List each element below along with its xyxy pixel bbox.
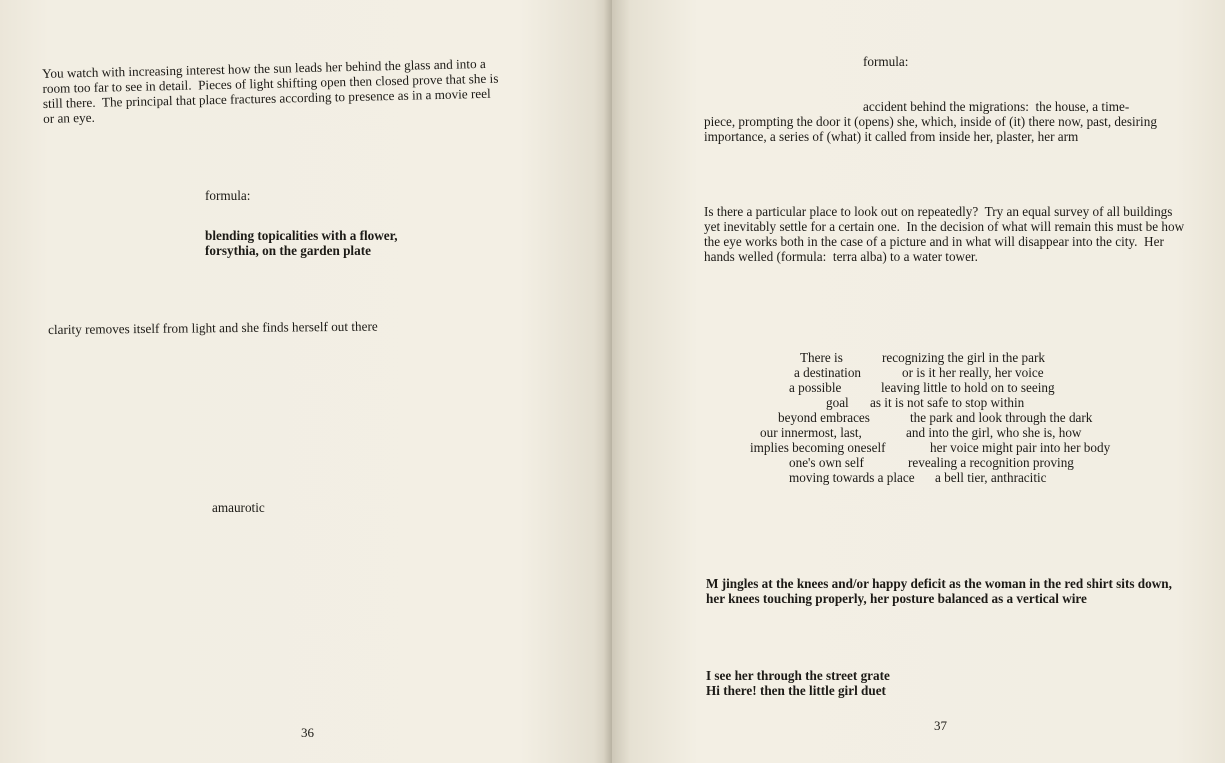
formula-text-left: blending topicalities with a flower, forsythia, on the garden plate (205, 228, 401, 258)
grate-line-2: Hi there! then the little girl duet (706, 683, 886, 698)
poem-line (744, 440, 1144, 455)
left-page (0, 0, 612, 763)
page-number-right: 37 (934, 718, 947, 733)
poem-line-right: her voice might pair into her body (930, 440, 1111, 455)
poem-line-right: revealing a recognition proving (908, 455, 1074, 470)
poem-line (744, 395, 1144, 410)
poem-line-left: There is (800, 350, 843, 365)
formula-label-right: formula: (863, 54, 909, 69)
poem-line-right: the park and look through the dark (910, 410, 1093, 425)
poem-line-left: moving towards a place (789, 470, 915, 485)
two-column-poem (744, 350, 1144, 485)
poem-line (744, 455, 1144, 470)
poem-line (744, 425, 1144, 440)
poem-line-right: or is it her really, her voice (902, 365, 1044, 380)
accident-paragraph-rest: piece, prompting the door it (opens) she, which, inside of (it) there now, past, desiring importance, a series of (what) it called from inside her, plaster, her arm (704, 114, 1161, 144)
poem-line-left: beyond embraces (778, 410, 870, 425)
clarity-line: clarity removes itself from light and she finds herself out there (48, 318, 378, 337)
poem-line-left: implies becoming oneself (750, 440, 886, 455)
poem-line (744, 380, 1144, 395)
poem-line (744, 410, 1144, 425)
poem-line-left: a destination (794, 365, 862, 380)
opening-paragraph: You watch with increasing interest how the sun leads her behind the glass and into a room too far to see in detail. Pieces of light shifting open then closed prove that she is still there. The principal that place fractures according to presence as in a movie reel or an eye. (42, 55, 502, 126)
poem-line-right: leaving little to hold on to seeing (881, 380, 1055, 395)
poem-line-left: our innermost, last, (760, 425, 862, 440)
question-paragraph: Is there a particular place to look out on repeatedly? Try an equal survey of all buildings yet inevitably settle for a certain one. In the decision of what will remain this must be how the eye works both in the case of a picture and in what will disappear into the city. Her hands welled (formula: terra alba) to a water tower. (704, 204, 1188, 264)
poem-line (744, 350, 1144, 365)
page-number-left: 36 (301, 725, 314, 740)
poem-line-left: goal (826, 395, 849, 410)
formula-label-left: formula: (205, 188, 251, 203)
jingles-paragraph: M jingles at the knees and/or happy deficit as the woman in the red shirt sits down, her knees touching properly, her posture balanced as a vertical wire (706, 576, 1176, 606)
grate-line-1: I see her through the street grate (706, 668, 890, 683)
poem-line-right: a bell tier, anthracitic (935, 470, 1047, 485)
poem-line-right: as it is not safe to stop within (870, 395, 1025, 410)
poem-line-right: recognizing the girl in the park (882, 350, 1045, 365)
poem-line-left: a possible (789, 380, 842, 395)
amaurotic-word: amaurotic (212, 500, 265, 515)
poem-line (744, 470, 1144, 485)
poem-line-left: one's own self (789, 455, 864, 470)
poem-line-right: and into the girl, who she is, how (906, 425, 1082, 440)
accident-paragraph-first-line: accident behind the migrations: the house, a time- (863, 99, 1130, 114)
poem-line (744, 365, 1144, 380)
